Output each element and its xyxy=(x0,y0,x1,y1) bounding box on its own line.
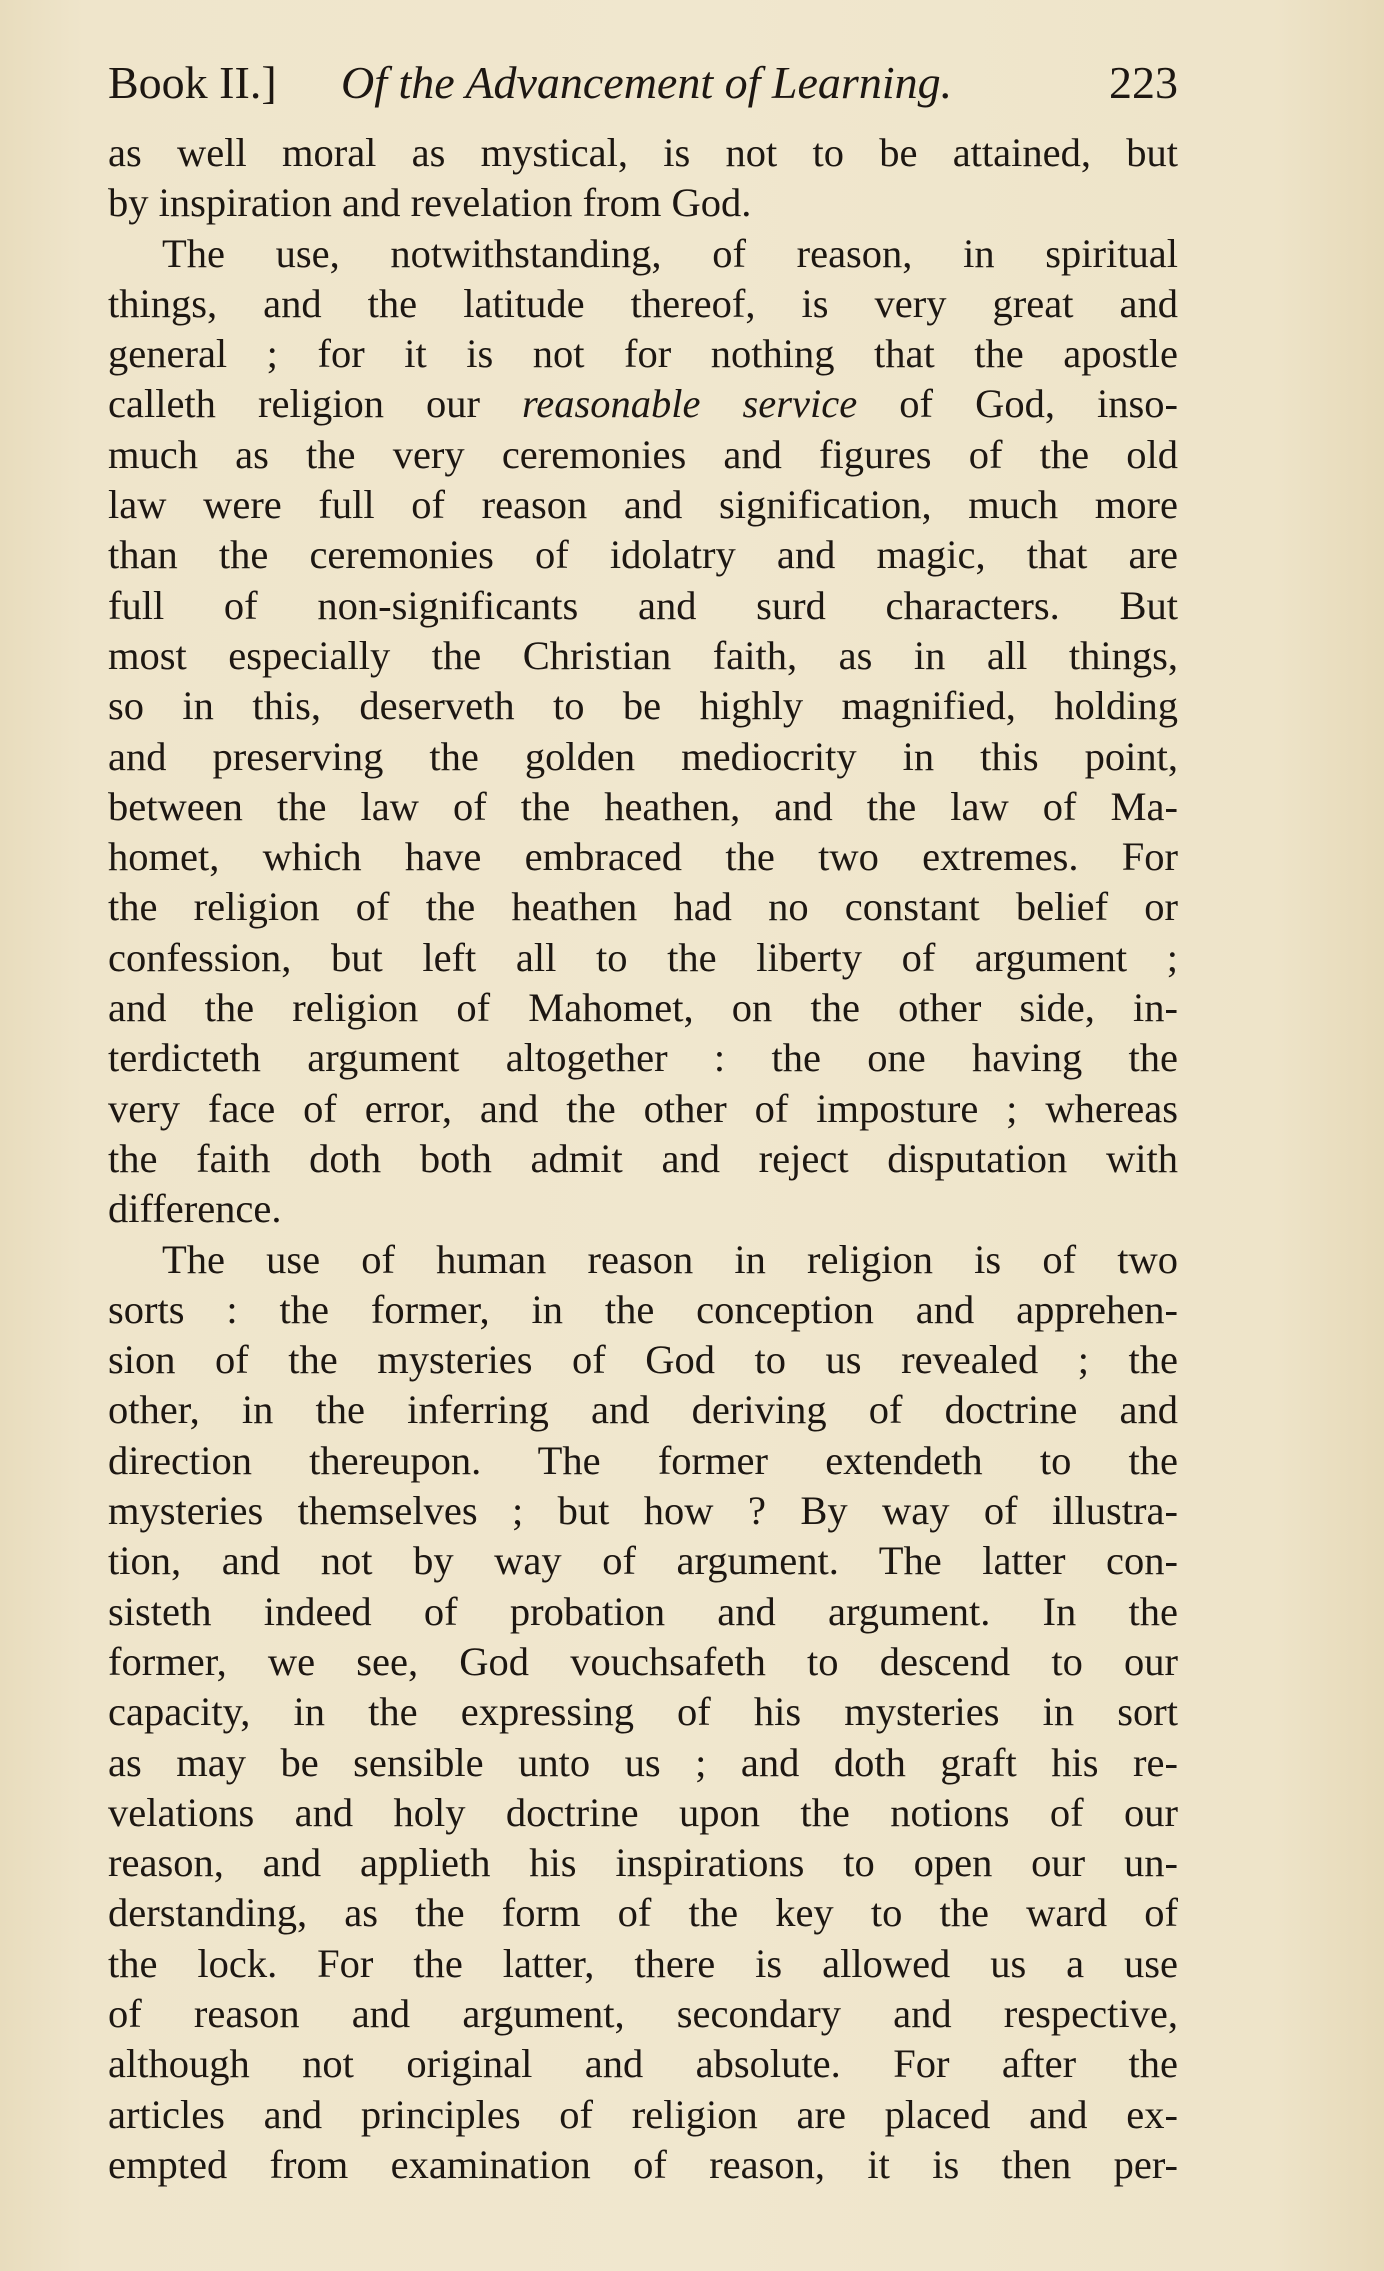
text-line: although not original and absolute. For after the xyxy=(108,2041,1178,2087)
text-line: the faith doth both admit and reject disputation with xyxy=(108,1135,1178,1181)
text-line xyxy=(108,379,1178,429)
text-line: empted from examination of reason, it is then per- xyxy=(108,2141,1178,2187)
text-line: by inspiration and revelation from God. xyxy=(108,180,752,226)
text-line: mysteries themselves ; but how ? By way of illustra- xyxy=(108,1488,1178,1534)
text-line: law were full of reason and signification, much more xyxy=(108,482,1178,528)
text-line: of reason and argument, secondary and respective, xyxy=(108,1990,1178,2036)
text-line: sion of the mysteries of God to us revealed ; the xyxy=(108,1337,1178,1383)
text-line: articles and principles of religion are placed and ex- xyxy=(108,2091,1178,2137)
text-line: general ; for it is not for nothing that the apostle xyxy=(108,331,1178,377)
italic-phrase: reasonable service xyxy=(522,381,858,427)
text-line: derstanding, as the form of the key to the ward of xyxy=(108,1890,1178,1936)
text-line: reason, and applieth his inspirations to open our un- xyxy=(108,1840,1178,1886)
text-line: homet, which have embraced the two extremes. For xyxy=(108,834,1178,880)
text-line: than the ceremonies of idolatry and magic, that are xyxy=(108,532,1178,578)
text-line: sorts : the former, in the conception and apprehen- xyxy=(108,1286,1178,1332)
text-line: as well moral as mystical, is not to be attained, but xyxy=(108,130,1178,175)
text-line: difference. xyxy=(108,1186,282,1232)
text-line: much as the very ceremonies and figures of the old xyxy=(108,431,1178,477)
paragraph-first-line: The use of human reason in religion is of two xyxy=(162,1236,1178,1282)
text-line: sisteth indeed of probation and argument. In the xyxy=(108,1588,1178,1634)
text-line: and preserving the golden mediocrity in this point, xyxy=(108,733,1178,779)
paragraph-first-line: The use, notwithstanding, of reason, in spiritual xyxy=(162,230,1178,276)
page-number: 223 xyxy=(1109,57,1178,108)
text-line: terdicteth argument altogether : the one having the xyxy=(108,1035,1178,1081)
text-line: direction thereupon. The former extendeth to the xyxy=(108,1437,1178,1483)
text-line: former, we see, God vouchsafeth to descend to our xyxy=(108,1638,1178,1684)
text-line: other, in the inferring and deriving of doctrine and xyxy=(108,1387,1178,1433)
body-text xyxy=(108,128,1178,2190)
text-run: calleth religion our xyxy=(108,381,523,427)
text-line: the lock. For the latter, there is allowed us a use xyxy=(108,1940,1178,1986)
text-line: things, and the latitude thereof, is very great and xyxy=(108,280,1178,326)
running-title: Of the Advancement of Learning. xyxy=(341,57,953,108)
book-number: Book II.] xyxy=(108,57,277,108)
text-line: confession, but left all to the liberty of argument ; xyxy=(108,934,1178,980)
text-line: tion, and not by way of argument. The latter con- xyxy=(108,1538,1178,1584)
text-line: very face of error, and the other of imposture ; whereas xyxy=(108,1085,1178,1131)
running-header xyxy=(108,48,1178,118)
text-line: most especially the Christian faith, as in all things, xyxy=(108,632,1178,678)
text-line: full of non-significants and surd characters. But xyxy=(108,582,1178,628)
text-line: and the religion of Mahomet, on the other side, in- xyxy=(108,985,1178,1031)
text-run: of God, inso- xyxy=(857,381,1178,427)
text-line: so in this, deserveth to be highly magnified, holding xyxy=(108,683,1178,729)
text-line: as may be sensible unto us ; and doth graft his re- xyxy=(108,1739,1178,1785)
text-line: the religion of the heathen had no constant belief or xyxy=(108,884,1178,930)
text-line: between the law of the heathen, and the law of Ma- xyxy=(108,783,1178,829)
text-line: velations and holy doctrine upon the notions of our xyxy=(108,1789,1178,1835)
text-line: capacity, in the expressing of his mysteries in sort xyxy=(108,1689,1178,1735)
